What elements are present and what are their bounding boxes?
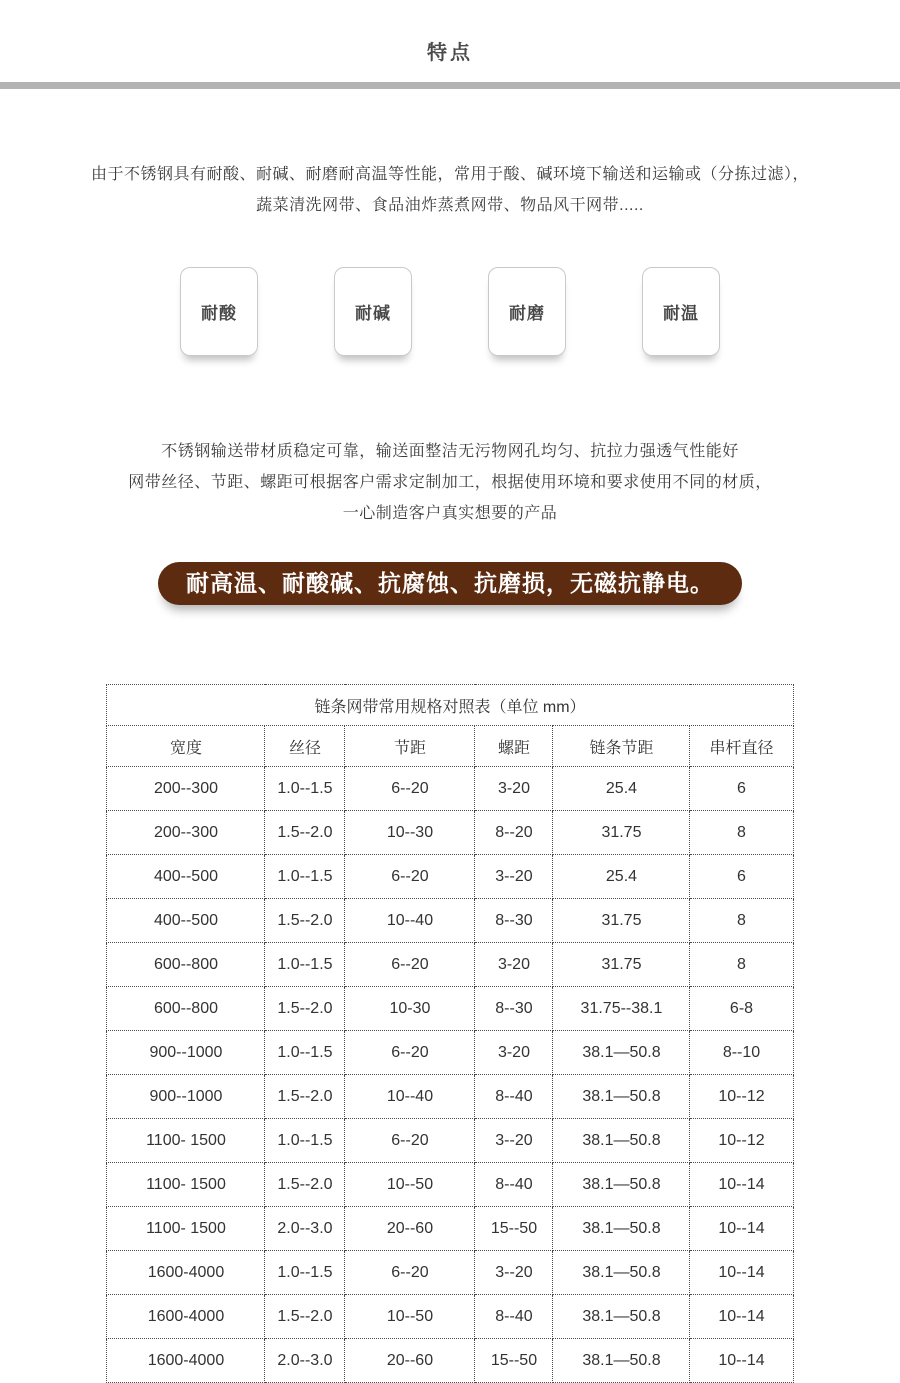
- spec-cell: 6--20: [345, 767, 475, 811]
- description-line-2: 网带丝径、节距、螺距可根据客户需求定制加工，根据使用环境和要求使用不同的材质，: [128, 474, 772, 491]
- spec-cell: 15--50: [475, 1207, 553, 1251]
- spec-cell: 10-30: [345, 987, 475, 1031]
- spec-cell: 8--40: [475, 1075, 553, 1119]
- spec-table-row-7: [107, 1031, 793, 1075]
- spec-cell: 31.75: [553, 899, 690, 943]
- spec-cell: 10--50: [345, 1163, 475, 1207]
- spec-table-row-13: [107, 1295, 793, 1339]
- description-line-3: 一心制造客户真实想要的产品: [342, 505, 558, 522]
- spec-table-row-2: [107, 811, 793, 855]
- spec-table-row-3: [107, 855, 793, 899]
- spec-col-header-1: 宽度: [107, 726, 265, 767]
- spec-cell: 15--50: [475, 1339, 553, 1383]
- spec-cell: 10--14: [690, 1251, 793, 1295]
- spec-cell: 3-20: [475, 767, 553, 811]
- spec-cell: 1600-4000: [107, 1339, 265, 1383]
- spec-cell: 20--60: [345, 1339, 475, 1383]
- spec-table-row-5: [107, 943, 793, 987]
- highlight-banner: 耐高温、耐酸碱、抗腐蚀、抗磨损，无磁抗静电。: [158, 562, 742, 605]
- spec-cell: 3--20: [475, 1119, 553, 1163]
- spec-cell: 600--800: [107, 987, 265, 1031]
- spec-cell: 10--14: [690, 1339, 793, 1383]
- spec-cell: 10--12: [690, 1119, 793, 1163]
- spec-col-header-2: 丝径: [265, 726, 345, 767]
- spec-cell: 400--500: [107, 855, 265, 899]
- spec-table-row-11: [107, 1207, 793, 1251]
- spec-cell: 8--10: [690, 1031, 793, 1075]
- spec-cell: 8: [690, 899, 793, 943]
- spec-cell: 1.5--2.0: [265, 811, 345, 855]
- spec-cell: 1.5--2.0: [265, 987, 345, 1031]
- spec-cell: 38.1—50.8: [553, 1207, 690, 1251]
- spec-cell: 6--20: [345, 855, 475, 899]
- spec-cell: 38.1—50.8: [553, 1031, 690, 1075]
- spec-cell: 8--30: [475, 987, 553, 1031]
- spec-col-header-4: 螺距: [475, 726, 553, 767]
- spec-cell: 8--40: [475, 1163, 553, 1207]
- spec-cell: 10--14: [690, 1163, 793, 1207]
- spec-col-header-3: 节距: [345, 726, 475, 767]
- description-paragraph: [0, 436, 900, 529]
- spec-cell: 10--12: [690, 1075, 793, 1119]
- spec-cell: 6--20: [345, 1251, 475, 1295]
- feature-badge-row: [0, 267, 900, 356]
- spec-cell: 1.0--1.5: [265, 943, 345, 987]
- spec-cell: 10--14: [690, 1295, 793, 1339]
- spec-cell: 3-20: [475, 943, 553, 987]
- spec-cell: 38.1—50.8: [553, 1119, 690, 1163]
- spec-table-header-row: [107, 726, 793, 767]
- spec-cell: 8--20: [475, 811, 553, 855]
- spec-cell: 1.0--1.5: [265, 1251, 345, 1295]
- spec-col-header-6: 串杆直径: [690, 726, 793, 767]
- intro-paragraph: [0, 159, 900, 221]
- spec-cell: 25.4: [553, 767, 690, 811]
- spec-cell: 38.1—50.8: [553, 1075, 690, 1119]
- spec-cell: 38.1—50.8: [553, 1163, 690, 1207]
- spec-cell: 3--20: [475, 855, 553, 899]
- spec-cell: 8--40: [475, 1295, 553, 1339]
- spec-cell: 10--40: [345, 1075, 475, 1119]
- feature-badge-3: 耐磨: [488, 267, 566, 356]
- intro-line-2: 蔬菜清洗网带、食品油炸蒸煮网带、物品风干网带.....: [256, 197, 644, 214]
- spec-cell: 8: [690, 811, 793, 855]
- spec-col-header-5: 链条节距: [553, 726, 690, 767]
- spec-cell: 10--50: [345, 1295, 475, 1339]
- feature-badge-4: 耐温: [642, 267, 720, 356]
- spec-table-title-row: [107, 685, 793, 726]
- spec-cell: 1100- 1500: [107, 1163, 265, 1207]
- spec-cell: 10--14: [690, 1207, 793, 1251]
- banner-row: [0, 562, 900, 605]
- spec-cell: 38.1—50.8: [553, 1251, 690, 1295]
- feature-badge-2: 耐碱: [334, 267, 412, 356]
- spec-cell: 1.0--1.5: [265, 1031, 345, 1075]
- spec-table-row-4: [107, 899, 793, 943]
- spec-table-row-9: [107, 1119, 793, 1163]
- spec-cell: 1.5--2.0: [265, 899, 345, 943]
- intro-line-1: 由于不锈钢具有耐酸、耐碱、耐磨耐高温等性能，常用于酸、碱环境下输送和运输或（分拣过滤），: [90, 166, 809, 183]
- spec-cell: 38.1—50.8: [553, 1339, 690, 1383]
- spec-cell: 38.1—50.8: [553, 1295, 690, 1339]
- spec-cell: 1.5--2.0: [265, 1295, 345, 1339]
- section-header: [0, 0, 900, 89]
- feature-badge-1: 耐酸: [180, 267, 258, 356]
- spec-table-row-6: [107, 987, 793, 1031]
- spec-cell: 20--60: [345, 1207, 475, 1251]
- page-title: 特点: [427, 42, 473, 64]
- spec-cell: 3-20: [475, 1031, 553, 1075]
- spec-table-row-8: [107, 1075, 793, 1119]
- spec-cell: 400--500: [107, 899, 265, 943]
- section-divider-bar: [0, 82, 900, 89]
- description-line-1: 不锈钢输送带材质稳定可靠，输送面整洁无污物网孔均匀、抗拉力强透气性能好: [161, 443, 739, 460]
- spec-cell: 1100- 1500: [107, 1119, 265, 1163]
- spec-cell: 31.75--38.1: [553, 987, 690, 1031]
- spec-cell: 25.4: [553, 855, 690, 899]
- spec-cell: 31.75: [553, 811, 690, 855]
- spec-cell: 1.0--1.5: [265, 1119, 345, 1163]
- spec-cell: 8: [690, 943, 793, 987]
- spec-cell: 6--20: [345, 1031, 475, 1075]
- spec-cell: 6: [690, 855, 793, 899]
- spec-table-title: 链条网带常用规格对照表（单位 mm）: [107, 685, 793, 726]
- spec-cell: 6--20: [345, 1119, 475, 1163]
- spec-cell: 2.0--3.0: [265, 1339, 345, 1383]
- spec-cell: 200--300: [107, 767, 265, 811]
- spec-cell: 1600-4000: [107, 1251, 265, 1295]
- spec-cell: 1.5--2.0: [265, 1163, 345, 1207]
- spec-cell: 900--1000: [107, 1075, 265, 1119]
- spec-table-row-10: [107, 1163, 793, 1207]
- spec-cell: 3--20: [475, 1251, 553, 1295]
- spec-cell: 10--40: [345, 899, 475, 943]
- spec-cell: 200--300: [107, 811, 265, 855]
- spec-table: [106, 684, 793, 1383]
- spec-table-row-1: [107, 767, 793, 811]
- spec-cell: 10--30: [345, 811, 475, 855]
- spec-table-body: [107, 767, 793, 1383]
- spec-cell: 1.0--1.5: [265, 767, 345, 811]
- spec-cell: 6-8: [690, 987, 793, 1031]
- spec-table-row-12: [107, 1251, 793, 1295]
- spec-cell: 8--30: [475, 899, 553, 943]
- spec-cell: 600--800: [107, 943, 265, 987]
- spec-cell: 900--1000: [107, 1031, 265, 1075]
- spec-cell: 1100- 1500: [107, 1207, 265, 1251]
- spec-cell: 1.0--1.5: [265, 855, 345, 899]
- spec-cell: 6--20: [345, 943, 475, 987]
- spec-cell: 1.5--2.0: [265, 1075, 345, 1119]
- spec-table-row-14: [107, 1339, 793, 1383]
- spec-cell: 2.0--3.0: [265, 1207, 345, 1251]
- spec-cell: 6: [690, 767, 793, 811]
- spec-cell: 31.75: [553, 943, 690, 987]
- spec-cell: 1600-4000: [107, 1295, 265, 1339]
